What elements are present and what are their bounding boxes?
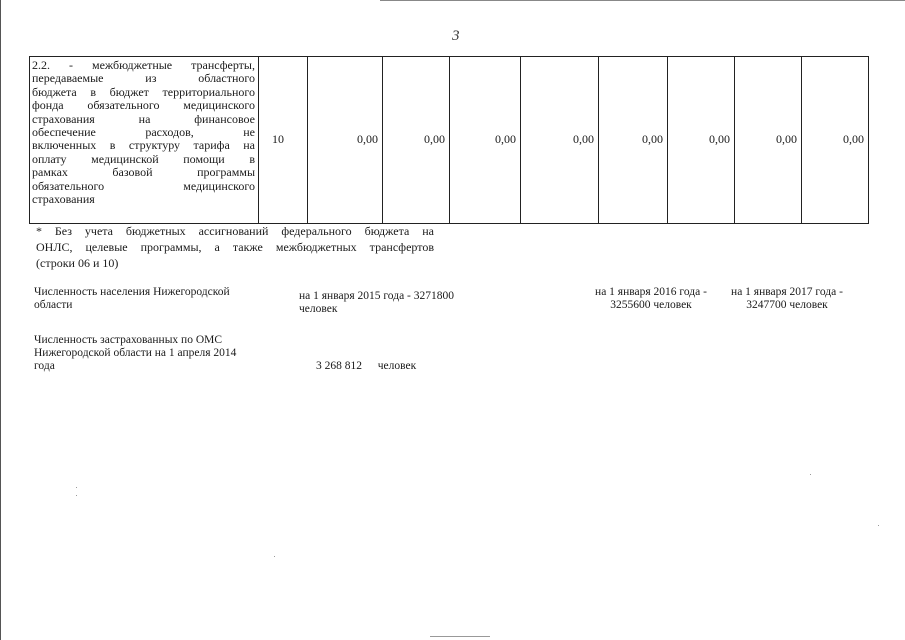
row-code: 10 (259, 57, 308, 224)
footnote-line: (строки 06 и 10) (36, 256, 119, 270)
value-cell: 0,00 (521, 57, 599, 224)
insured-value-block (316, 360, 456, 373)
value-cell: 0,00 (735, 57, 802, 224)
description-line: 2.2. - межбюджетные трансферты, (32, 58, 255, 72)
population-2015: на 1 января 2015 года - 3271800 человек (299, 290, 455, 315)
scan-speck (430, 636, 490, 637)
table-row (30, 57, 869, 224)
description-line: передаваемые из областного (32, 71, 255, 86)
value-cell: 0,00 (802, 57, 869, 224)
insured-label: Численность застрахованных по ОМС Нижегородской области на 1 апреля 2014 года (34, 334, 237, 372)
budget-table (29, 56, 869, 224)
description-line: обеспечение расходов, не (32, 125, 255, 140)
insured-value: 3 268 812 (316, 360, 362, 372)
scan-top-rule (380, 0, 905, 1)
footnote-line: ОНЛС, целевые программы, а также межбюджетных трансфертов (36, 240, 434, 254)
description-line: фонда обязательного медицинского (32, 98, 255, 113)
description-line: страхования на финансовое (32, 111, 255, 126)
value-cell: 0,00 (450, 57, 521, 224)
footnote-line: * Без учета бюджетных ассигнований федерального бюджета на (36, 224, 434, 238)
value-cell: 0,00 (668, 57, 735, 224)
description-line: страхования (32, 192, 95, 207)
population-label: Численность населения Нижегородской области (34, 286, 230, 311)
scan-speck (76, 495, 77, 496)
value-cell: 0,00 (383, 57, 450, 224)
description-line: обязательного медицинского (32, 178, 255, 193)
description-line: оплату медицинской помощи в (32, 151, 255, 166)
description-line: включенных в структуру тарифа на (32, 138, 255, 153)
row-description (30, 57, 259, 224)
description-line: бюджета в бюджет территориального (32, 84, 255, 99)
description-line: рамках базовой программы (32, 165, 255, 180)
population-2016: на 1 января 2016 года - 3255600 человек (595, 286, 707, 311)
scan-speck (76, 487, 77, 488)
insured-unit: человек (377, 360, 417, 372)
footnote (36, 223, 434, 271)
page-number: 3 (452, 28, 460, 44)
value-cell: 0,00 (308, 57, 383, 224)
population-2017: на 1 января 2017 года - 3247700 человек (731, 286, 843, 311)
value-cell: 0,00 (599, 57, 668, 224)
scan-speck (810, 474, 811, 475)
scan-speck (878, 525, 879, 526)
scan-speck (274, 556, 275, 557)
scan-edge-line (0, 0, 1, 640)
